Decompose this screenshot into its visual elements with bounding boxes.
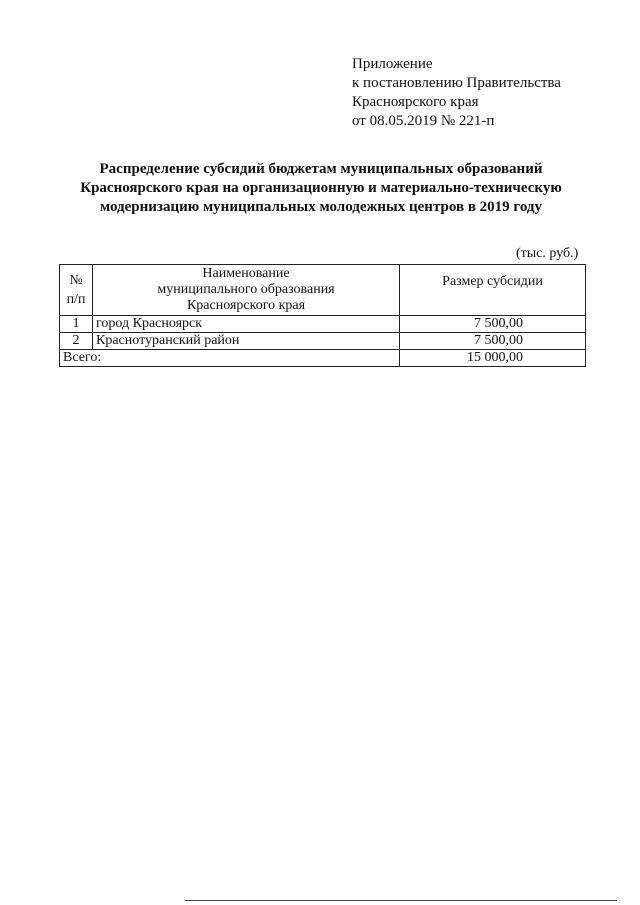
appendix-block: [352, 55, 561, 131]
header-name-line: Наименование: [202, 266, 290, 281]
row-amount: 7 500,00: [400, 316, 586, 333]
subsidy-table: [59, 264, 586, 367]
header-amount: Размер субсидии: [400, 265, 586, 316]
title-line: Красноярского края на организационную и материально-техническую: [80, 180, 562, 196]
document-title: [60, 160, 582, 217]
table-total-row: [60, 350, 586, 367]
header-number-abbr: п/п: [66, 292, 86, 307]
header-name-line: муниципального образования: [157, 282, 335, 297]
header-number: [60, 265, 93, 316]
appendix-line: от 08.05.2019 № 221-п: [352, 113, 495, 129]
row-amount: 7 500,00: [400, 333, 586, 350]
page-edge-line: [185, 900, 617, 901]
appendix-line: Приложение: [352, 56, 433, 72]
total-label: Всего:: [60, 350, 400, 367]
row-number: 1: [60, 316, 93, 333]
header-number-sign: №: [69, 273, 83, 288]
units-label: (тыс. руб.): [516, 246, 579, 261]
header-name-line: Красноярского края: [186, 298, 306, 313]
total-amount: 15 000,00: [400, 350, 586, 367]
row-number: 2: [60, 333, 93, 350]
table-row: [60, 333, 586, 350]
row-name: Краснотуранский район: [93, 333, 400, 350]
title-line: модернизацию муниципальных молодежных центров в 2019 году: [99, 199, 543, 215]
title-line: Распределение субсидий бюджетам муниципальных образований: [99, 161, 543, 177]
table-row: [60, 316, 586, 333]
header-name: [93, 265, 400, 316]
row-name: город Красноярск: [93, 316, 400, 333]
appendix-line: к постановлению Правительства: [352, 75, 561, 91]
table-header-row: [60, 265, 586, 316]
appendix-line: Красноярского края: [352, 94, 479, 110]
